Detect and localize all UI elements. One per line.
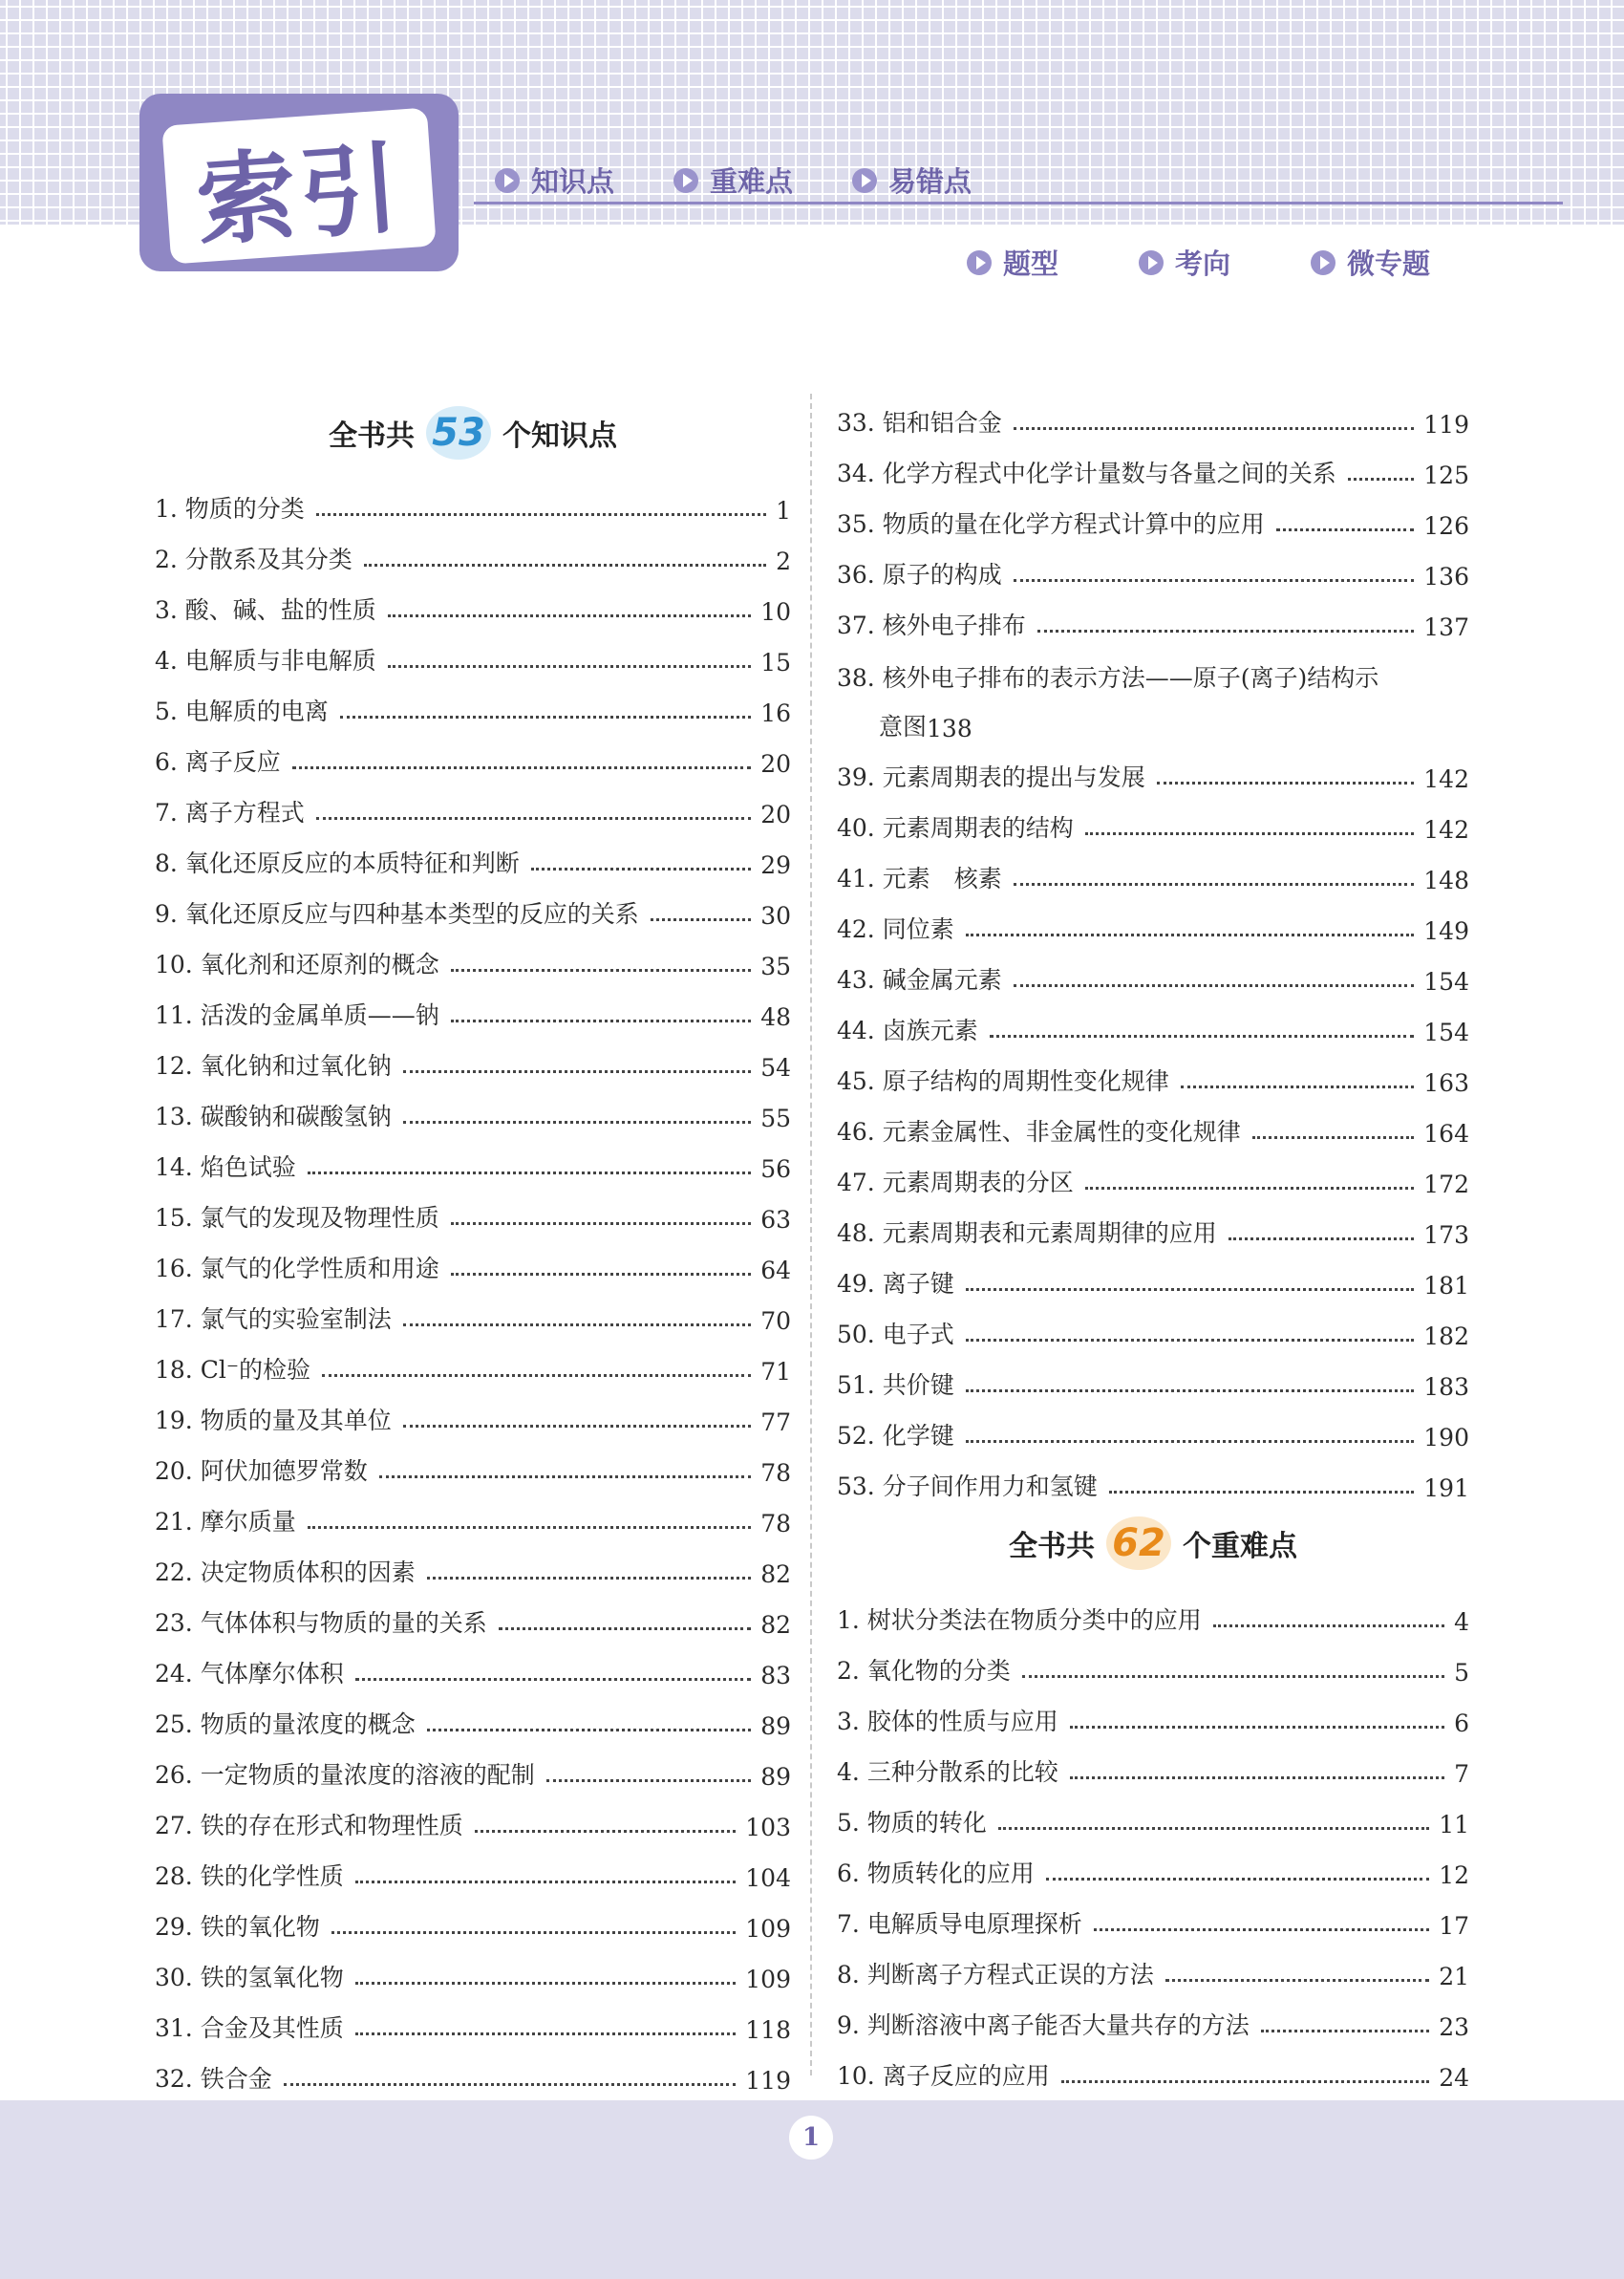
leader-dots — [1348, 478, 1415, 481]
index-entry — [155, 778, 791, 828]
entry-page: 83 — [760, 1662, 791, 1689]
entry-page: 71 — [760, 1358, 791, 1386]
entry-page: 118 — [745, 2016, 791, 2044]
leader-dots — [1085, 832, 1415, 835]
leader-dots — [355, 1982, 737, 1985]
entry-page: 55 — [760, 1105, 791, 1132]
entry-label: 32. 铁合金 — [155, 2065, 272, 2093]
leader-dots — [1213, 1624, 1444, 1627]
entry-page: 125 — [1423, 462, 1469, 489]
leader-dots — [322, 1374, 751, 1377]
index-entry — [155, 1335, 791, 1386]
leader-dots — [966, 934, 1415, 936]
knowledge-section-heading — [153, 404, 793, 462]
leader-dots — [403, 1121, 751, 1124]
entry-page: 4 — [1454, 1608, 1469, 1636]
index-entry — [837, 641, 1469, 742]
leader-dots — [340, 716, 751, 719]
leader-dots — [1014, 883, 1415, 886]
entry-page: 182 — [1423, 1322, 1469, 1350]
index-entry — [155, 828, 791, 879]
leader-dots — [308, 1172, 751, 1174]
leader-dots — [403, 1323, 751, 1326]
entry-page: 64 — [760, 1257, 791, 1284]
index-entry — [155, 1841, 791, 1892]
leader-dots — [1252, 1136, 1415, 1139]
entry-label: 48. 元素周期表和元素周期律的应用 — [837, 1219, 1217, 1247]
leader-dots — [451, 1273, 751, 1276]
index-entry — [837, 1838, 1469, 1889]
knowledge-list-left — [155, 474, 791, 2095]
entry-page: 89 — [760, 1763, 791, 1791]
entry-label: 1. 物质的分类 — [155, 495, 305, 523]
entry-label: 8. 氧化还原反应的本质特征和判断 — [155, 849, 520, 877]
leader-dots — [475, 1830, 737, 1833]
entry-label: 5. 物质的转化 — [837, 1809, 987, 1837]
leader-dots — [1261, 2030, 1429, 2032]
entry-label: 31. 合金及其性质 — [155, 2014, 344, 2042]
entry-page: 5 — [1454, 1659, 1469, 1687]
category-label: 重难点 — [710, 165, 794, 198]
entry-label: 36. 原子的构成 — [837, 561, 1002, 589]
entry-page: 10 — [760, 598, 791, 626]
entry-label: 12. 氧化钠和过氧化钠 — [155, 1052, 392, 1080]
index-entry — [155, 1588, 791, 1639]
index-entry — [155, 1386, 791, 1436]
entry-label: 10. 离子反应的应用 — [837, 2062, 1050, 2090]
entry-label: 9. 氧化还原反应与四种基本类型的反应的关系 — [155, 900, 639, 928]
leader-dots — [1046, 1878, 1429, 1881]
play-icon — [1311, 250, 1336, 275]
entry-page: 181 — [1423, 1272, 1469, 1300]
entry-page: 126 — [1423, 512, 1469, 540]
leader-dots — [966, 1339, 1415, 1342]
leader-dots — [427, 1577, 751, 1580]
leader-dots — [379, 1475, 751, 1478]
category-divider — [474, 202, 1563, 204]
entry-label: 2. 氧化物的分类 — [837, 1657, 1011, 1685]
entry-label: 11. 活泼的金属单质——钠 — [155, 1001, 439, 1029]
category-knowledge — [495, 161, 614, 200]
index-entry — [155, 1487, 791, 1537]
entry-page: 56 — [760, 1155, 791, 1183]
index-entry — [155, 474, 791, 525]
entry-page: 104 — [745, 1864, 791, 1892]
index-entry — [155, 677, 791, 727]
index-entry — [837, 844, 1469, 894]
entry-page: 154 — [1423, 968, 1469, 996]
index-entry — [155, 1639, 791, 1689]
entry-page: 142 — [1423, 765, 1469, 793]
entry-label: 53. 分子间作用力和氢键 — [837, 1473, 1098, 1500]
entry-label: 17. 氯气的实验室制法 — [155, 1305, 392, 1333]
index-entry — [155, 1132, 791, 1183]
entry-label: 50. 电子式 — [837, 1321, 954, 1348]
leader-dots — [651, 918, 751, 921]
entry-label: 23. 气体体积与物质的量的关系 — [155, 1609, 487, 1637]
index-entry — [155, 1183, 791, 1234]
entry-label: 19. 物质的量及其单位 — [155, 1407, 392, 1434]
category-micro-topic — [1311, 243, 1430, 282]
entry-label: 37. 核外电子排布 — [837, 612, 1026, 639]
index-entry — [155, 1537, 791, 1588]
index-entry — [837, 1636, 1469, 1687]
difficult-list — [837, 1585, 1469, 2092]
leader-dots — [966, 1288, 1415, 1291]
leader-dots — [355, 1881, 737, 1883]
index-entry — [155, 930, 791, 980]
category-row-bottom — [967, 243, 1430, 282]
entry-label: 38. 核外电子排布的表示方法——原子(离子)结构示 — [837, 664, 1379, 692]
index-entry — [837, 1940, 1469, 1990]
entry-label: 7. 电解质导电原理探析 — [837, 1910, 1082, 1938]
index-entry — [837, 1451, 1469, 1502]
entry-label: 45. 原子结构的周期性变化规律 — [837, 1067, 1169, 1095]
entry-label: 4. 电解质与非电解质 — [155, 647, 376, 675]
index-entry — [155, 727, 791, 778]
leader-dots — [499, 1627, 751, 1630]
index-entry — [837, 1097, 1469, 1148]
category-label: 易错点 — [888, 165, 972, 198]
entry-label: 30. 铁的氢氧化物 — [155, 1964, 344, 1991]
knowledge-count-badge: 53 — [426, 406, 491, 460]
leader-dots — [1181, 1086, 1415, 1088]
index-entry — [837, 1737, 1469, 1788]
index-entry — [837, 742, 1469, 793]
index-entry — [155, 1436, 791, 1487]
leader-dots — [292, 766, 751, 769]
index-entry — [837, 1198, 1469, 1249]
difficult-count-badge: 62 — [1106, 1516, 1171, 1570]
leader-dots — [546, 1779, 751, 1782]
index-entry — [837, 540, 1469, 591]
index-entry — [837, 439, 1469, 489]
entry-page: 1 — [776, 497, 791, 525]
entry-page: 23 — [1439, 2013, 1469, 2041]
index-entry — [837, 1585, 1469, 1636]
entry-label: 22. 决定物质体积的因素 — [155, 1559, 416, 1586]
index-entry — [837, 1350, 1469, 1401]
leader-dots — [403, 1070, 751, 1073]
entry-page: 82 — [760, 1560, 791, 1588]
leader-dots — [331, 1931, 737, 1934]
index-entry — [837, 388, 1469, 439]
entry-label: 6. 离子反应 — [155, 748, 281, 776]
leader-dots — [355, 1678, 751, 1681]
entry-label: 52. 化学键 — [837, 1422, 954, 1450]
entry-label: 3. 酸、碱、盐的性质 — [155, 596, 376, 624]
entry-page: 2 — [776, 548, 791, 575]
entry-page: 190 — [1423, 1424, 1469, 1451]
entry-label: 28. 铁的化学性质 — [155, 1862, 344, 1890]
index-entry — [155, 1234, 791, 1284]
entry-label: 40. 元素周期表的结构 — [837, 814, 1074, 842]
index-entry — [837, 1148, 1469, 1198]
entry-page: 29 — [760, 851, 791, 879]
entry-page: 16 — [760, 699, 791, 727]
leader-dots — [990, 1035, 1415, 1038]
index-entry — [837, 1300, 1469, 1350]
entry-label: 18. Cl⁻的检验 — [155, 1356, 311, 1384]
heading-suffix: 个知识点 — [502, 419, 617, 453]
index-entry — [155, 1082, 791, 1132]
leader-dots — [1157, 782, 1415, 785]
entry-label: 49. 离子键 — [837, 1270, 954, 1298]
entry-page: 78 — [760, 1510, 791, 1537]
entry-page: 77 — [760, 1408, 791, 1436]
leader-dots — [1022, 1675, 1444, 1678]
index-entry — [155, 879, 791, 930]
index-entry — [155, 980, 791, 1031]
leader-dots — [1109, 1491, 1415, 1494]
entry-label: 29. 铁的氧化物 — [155, 1913, 320, 1941]
category-label: 题型 — [1003, 247, 1059, 280]
entry-page: 15 — [760, 649, 791, 677]
leader-dots — [1085, 1187, 1415, 1190]
leader-dots — [1014, 579, 1415, 582]
entry-label: 24. 气体摩尔体积 — [155, 1660, 344, 1688]
entry-page: 142 — [1423, 816, 1469, 844]
index-entry — [155, 1689, 791, 1740]
entry-page: 21 — [1439, 1963, 1469, 1990]
index-entry — [155, 1791, 791, 1841]
index-entry — [837, 1401, 1469, 1451]
leader-dots — [388, 665, 751, 668]
category-exam-direction — [1139, 243, 1230, 282]
index-entry — [837, 793, 1469, 844]
index-entry — [837, 489, 1469, 540]
entry-label: 33. 铝和铝合金 — [837, 409, 1002, 437]
entry-label: 1. 树状分类法在物质分类中的应用 — [837, 1606, 1202, 1634]
entry-page: 163 — [1423, 1069, 1469, 1097]
entry-label: 35. 物质的量在化学方程式计算中的应用 — [837, 510, 1265, 538]
entry-label: 14. 焰色试验 — [155, 1153, 296, 1181]
title-card-inner — [161, 107, 436, 264]
entry-label-continued: 意图 — [879, 713, 928, 741]
entry-label: 47. 元素周期表的分区 — [837, 1169, 1074, 1196]
leader-dots — [1070, 1776, 1444, 1779]
leader-dots — [427, 1729, 751, 1731]
entry-page: 63 — [760, 1206, 791, 1234]
entry-label: 15. 氯气的发现及物理性质 — [155, 1204, 439, 1232]
index-entry — [155, 2044, 791, 2095]
index-entry — [837, 1990, 1469, 2041]
leader-dots — [1276, 528, 1415, 531]
leader-dots — [1094, 1928, 1429, 1931]
leader-dots — [451, 969, 751, 972]
entry-page: 103 — [745, 1814, 791, 1841]
heading-suffix: 个重难点 — [1183, 1530, 1297, 1563]
leader-dots — [316, 513, 766, 516]
entry-page: 109 — [745, 1966, 791, 1993]
entry-page: 154 — [1423, 1019, 1469, 1046]
index-entry — [837, 1046, 1469, 1097]
index-entry — [155, 626, 791, 677]
page-number: 1 — [789, 2116, 833, 2160]
entry-page: 149 — [1423, 917, 1469, 945]
category-row-top — [495, 161, 972, 200]
entry-label: 26. 一定物质的量浓度的溶液的配制 — [155, 1761, 535, 1789]
entry-page: 109 — [745, 1915, 791, 1943]
entry-label: 39. 元素周期表的提出与发展 — [837, 763, 1145, 791]
entry-page: 183 — [1423, 1373, 1469, 1401]
leader-dots — [1165, 1979, 1429, 1982]
entry-page: 24 — [1439, 2064, 1469, 2092]
leader-dots — [531, 868, 751, 871]
entry-page: 173 — [1423, 1221, 1469, 1249]
entry-page: 191 — [1423, 1474, 1469, 1502]
play-icon — [1139, 250, 1164, 275]
entry-label: 20. 阿伏加德罗常数 — [155, 1457, 368, 1485]
leader-dots — [355, 2032, 737, 2035]
entry-page: 35 — [760, 953, 791, 980]
entry-page: 54 — [760, 1054, 791, 1082]
index-entry — [837, 996, 1469, 1046]
entry-page: 172 — [1423, 1171, 1469, 1198]
heading-prefix: 全书共 — [1009, 1530, 1095, 1563]
index-entry — [837, 1889, 1469, 1940]
entry-label: 10. 氧化剂和还原剂的概念 — [155, 951, 439, 978]
leader-dots — [284, 2083, 737, 2086]
leader-dots — [1061, 2080, 1429, 2083]
entry-label: 2. 分散系及其分类 — [155, 546, 353, 573]
index-entry — [837, 1788, 1469, 1838]
knowledge-list-right — [837, 388, 1469, 1502]
leader-dots — [1229, 1237, 1415, 1240]
index-entry — [837, 945, 1469, 996]
page-title: 索引 — [192, 129, 407, 260]
entry-page: 11 — [1439, 1811, 1469, 1838]
entry-page: 20 — [760, 750, 791, 778]
entry-label: 13. 碳酸钠和碳酸氢钠 — [155, 1103, 392, 1130]
entry-label: 27. 铁的存在形式和物理性质 — [155, 1812, 463, 1839]
category-label: 知识点 — [531, 165, 615, 198]
leader-dots — [1014, 427, 1415, 430]
entry-page: 6 — [1454, 1709, 1469, 1737]
index-entry — [837, 2041, 1469, 2092]
column-divider — [810, 394, 812, 2075]
leader-dots — [364, 564, 766, 567]
play-icon — [495, 168, 520, 193]
entry-page: 137 — [1423, 613, 1469, 641]
category-label: 微专题 — [1347, 247, 1431, 280]
index-entry — [155, 1031, 791, 1082]
category-error-prone — [852, 161, 972, 200]
leader-dots — [1070, 1726, 1444, 1729]
entry-page: 70 — [760, 1307, 791, 1335]
entry-label: 25. 物质的量浓度的概念 — [155, 1710, 416, 1738]
entry-page: 7 — [1454, 1760, 1469, 1788]
entry-label: 7. 离子方程式 — [155, 799, 305, 827]
entry-label: 4. 三种分散系的比较 — [837, 1758, 1058, 1786]
entry-label: 44. 卤族元素 — [837, 1017, 978, 1044]
play-icon — [967, 250, 992, 275]
entry-page: 82 — [760, 1611, 791, 1639]
entry-label: 8. 判断离子方程式正误的方法 — [837, 1961, 1154, 1989]
heading-prefix: 全书共 — [329, 419, 415, 453]
entry-page: 17 — [1439, 1912, 1469, 1940]
entry-continuation — [879, 692, 1469, 742]
leader-dots — [308, 1526, 751, 1529]
entry-label: 9. 判断溶液中离子能否大量共存的方法 — [837, 2011, 1250, 2039]
difficult-section-heading — [837, 1515, 1469, 1572]
entry-label: 51. 共价键 — [837, 1371, 954, 1399]
entry-page: 138 — [927, 715, 972, 742]
entry-label: 34. 化学方程式中化学计量数与各量之间的关系 — [837, 460, 1336, 487]
entry-page: 30 — [760, 902, 791, 930]
entry-label: 16. 氯气的化学性质和用途 — [155, 1255, 439, 1282]
index-entry — [155, 1943, 791, 1993]
entry-page: 119 — [1423, 411, 1469, 439]
leader-dots — [451, 1222, 751, 1225]
index-entry — [155, 575, 791, 626]
index-entry — [837, 1687, 1469, 1737]
entry-page: 148 — [1423, 867, 1469, 894]
entry-page: 78 — [760, 1459, 791, 1487]
entry-page: 20 — [760, 801, 791, 828]
index-entry — [155, 1993, 791, 2044]
entry-page: 89 — [760, 1712, 791, 1740]
leader-dots — [1037, 630, 1415, 633]
entry-page: 48 — [760, 1003, 791, 1031]
play-icon — [673, 168, 698, 193]
entry-label: 3. 胶体的性质与应用 — [837, 1708, 1058, 1735]
entry-label: 42. 同位素 — [837, 915, 954, 943]
category-question-type — [967, 243, 1058, 282]
category-label: 考向 — [1175, 247, 1231, 280]
entry-label: 5. 电解质的电离 — [155, 698, 329, 725]
index-entry — [837, 894, 1469, 945]
category-difficult — [673, 161, 793, 200]
index-entry — [155, 1284, 791, 1335]
entry-label: 21. 摩尔质量 — [155, 1508, 296, 1536]
play-icon — [852, 168, 877, 193]
entry-label: 6. 物质转化的应用 — [837, 1860, 1035, 1887]
index-entry — [837, 591, 1469, 641]
leader-dots — [966, 1440, 1415, 1443]
entry-page: 136 — [1423, 563, 1469, 591]
leader-dots — [451, 1020, 751, 1022]
entry-label: 43. 碱金属元素 — [837, 966, 1002, 994]
entry-label: 46. 元素金属性、非金属性的变化规律 — [837, 1118, 1241, 1146]
index-entry — [155, 525, 791, 575]
leader-dots — [966, 1389, 1415, 1392]
index-entry — [837, 1249, 1469, 1300]
leader-dots — [403, 1425, 751, 1428]
entry-label: 41. 元素 核素 — [837, 865, 1002, 892]
entry-page: 119 — [745, 2067, 791, 2095]
leader-dots — [998, 1827, 1429, 1830]
leader-dots — [1014, 984, 1415, 987]
entry-page: 164 — [1423, 1120, 1469, 1148]
entry-page: 12 — [1439, 1861, 1469, 1889]
index-entry — [155, 1740, 791, 1791]
leader-dots — [316, 817, 751, 820]
leader-dots — [388, 614, 751, 617]
index-entry — [155, 1892, 791, 1943]
